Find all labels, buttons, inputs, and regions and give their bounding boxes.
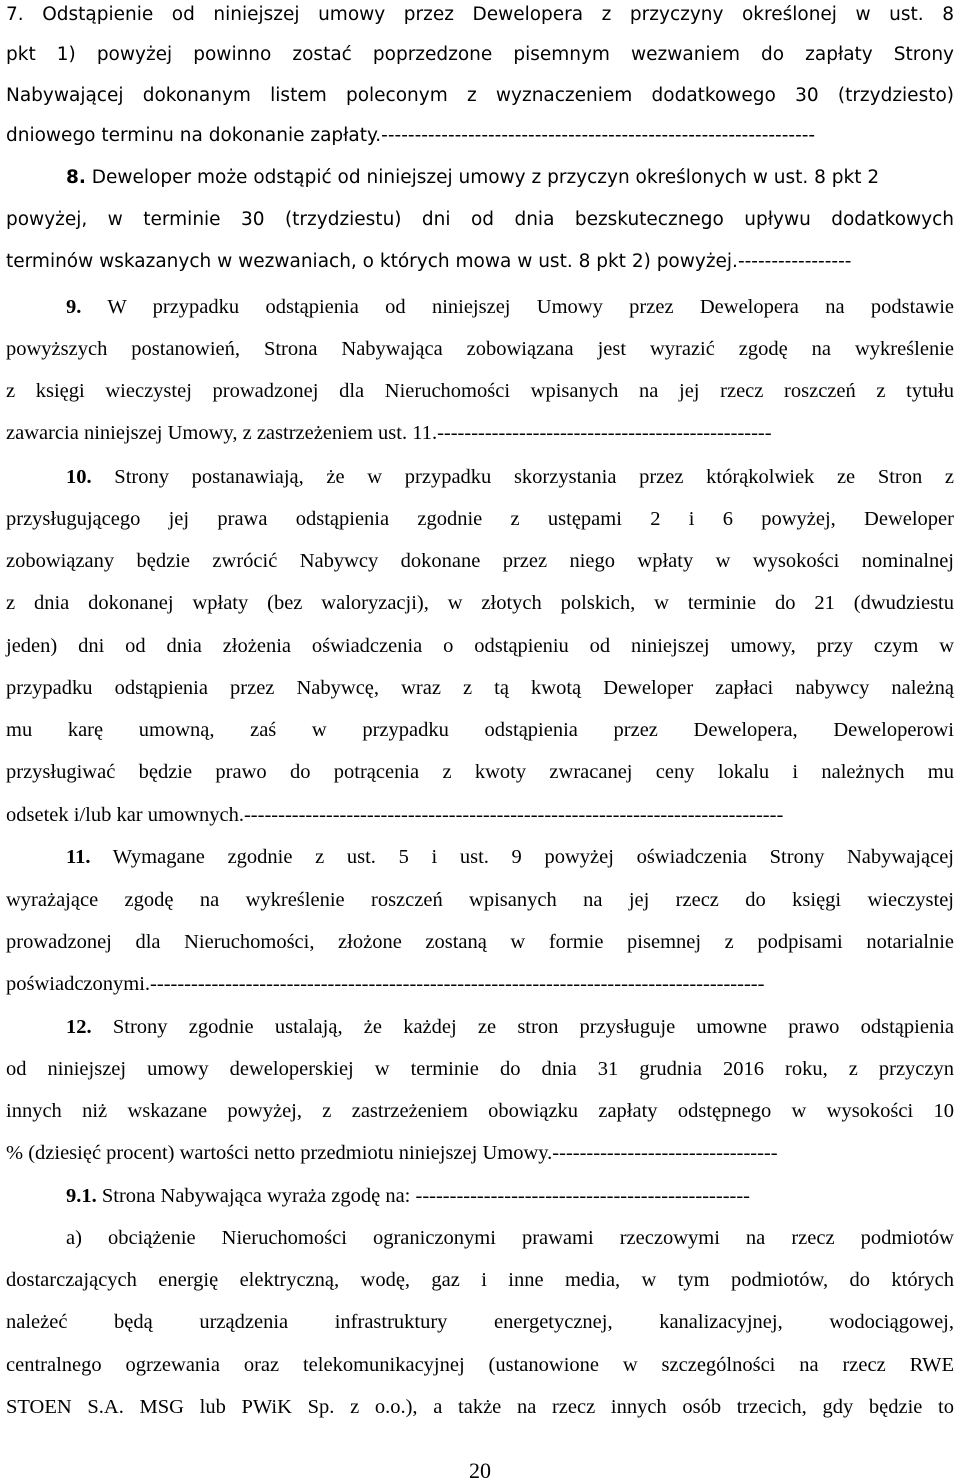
paragraph-10-line-4: z dnia dokonanej wpłaty (bez waloryzacji), w złotych polskich, w terminie do 21 (dwudziestu [6,592,954,614]
paragraph-11-number: 11. [66,846,91,868]
paragraph-9-1-text: Strona Nabywająca wyraża zgodę na: ------------------------------------------------- [101,1185,750,1207]
paragraph-10-line-6: przypadku odstąpienia przez Nabywcę, wraz z tą kwotą Deweloper zapłaci nabywcy należną [6,677,954,699]
paragraph-9-line-4: zawarcia niniejszej Umowy, z zastrzeżeniem ust. 11.------------------------------------------------- [6,422,772,444]
paragraph-7-line-1: 7. Odstąpienie od niniejszej umowy przez Dewelopera z przyczyny określonej w ust. 8 [6,4,954,25]
paragraph-11-line-4: poświadczonymi.------------------------------------------------------------------------------------------ [6,973,765,995]
paragraph-10-line-5: jeden) dni od dnia złożenia oświadczenia o odstąpieniu od niniejszej umowy, przy czym w [6,635,954,657]
paragraph-10-line-2: przysługującego jej prawa odstąpienia zgodnie z ustępami 2 i 6 powyżej, Deweloper [6,508,954,530]
paragraph-8-number: 8. [66,167,86,188]
paragraph-12-number: 12. [66,1016,92,1038]
paragraph-10-line-8: przysługiwać będzie prawo do potrącenia z kwoty zwracanej ceny lokalu i należnych mu [6,761,954,783]
paragraph-12-line-2: od niniejszej umowy deweloperskiej w terminie do dnia 31 grudnia 2016 roku, z przyczyn [6,1058,954,1080]
paragraph-9-line-2: powyższych postanowień, Strona Nabywająca zobowiązana jest wyrazić zgodę na wykreślenie [6,338,954,360]
paragraph-10-line-3: zobowiązany będzie zwrócić Nabywcy dokonane przez niego wpłaty w wysokości nominalnej [6,550,954,572]
paragraph-7-line-3: Nabywającej dokonanym listem poleconym z wyznaczeniem dodatkowego 30 (trzydziesto) [6,85,954,106]
paragraph-12-text: Strony zgodnie ustalają, że każdej ze stron przysługuje umowne prawo odstąpienia [112,1016,954,1038]
paragraph-12-line-3: innych niż wskazane powyżej, z zastrzeżeniem obowiązku zapłaty odstępnego w wysokości 10 [6,1100,954,1122]
paragraph-9-1-line-2: a) obciążenie Nieruchomości ograniczonymi prawami rzeczowymi na rzecz podmiotów [66,1227,954,1249]
paragraph-10-line-1 [66,462,954,492]
paragraph-8-text: Deweloper może odstąpić od niniejszej umowy z przyczyn określonych w ust. 8 pkt 2 [91,167,880,188]
paragraph-8-line-2: powyżej, w terminie 30 (trzydziestu) dni od dnia bezskutecznego upływu dodatkowych [6,209,954,230]
paragraph-8-line-1 [66,163,954,193]
paragraph-12-line-4: % (dziesięć procent) wartości netto przedmiotu niniejszej Umowy.--------------------------------- [6,1142,778,1164]
paragraph-11-text: Wymagane zgodnie z ust. 5 i ust. 9 powyżej oświadczenia Strony Nabywającej [112,846,954,868]
paragraph-9-text: W przypadku odstąpienia od niniejszej Umowy przez Dewelopera na podstawie [107,296,954,318]
paragraph-9-1-line-4: należeć będą urządzenia infrastruktury energetycznej, kanalizacyjnej, wodociągowej, [6,1311,954,1333]
paragraph-11-line-1 [66,842,954,872]
paragraph-10-text: Strony postanawiają, że w przypadku skorzystania przez którąkolwiek ze Stron z [114,466,954,488]
paragraph-10-line-9: odsetek i/lub kar umownych.------------------------------------------------------------------------------- [6,804,784,826]
paragraph-7-line-2: pkt 1) powyżej powinno zostać poprzedzone pisemnym wezwaniem do zapłaty Strony [6,44,954,65]
paragraph-9-1-line-5: centralnego ogrzewania oraz telekomunikacyjnej (ustanowione w szczególności na rzecz RWE [6,1354,954,1376]
page-number: 20 [469,1458,491,1483]
paragraph-12-line-1 [66,1012,954,1042]
paragraph-10-line-7: mu karę umowną, zaś w przypadku odstąpienia przez Dewelopera, Deweloperowi [6,719,954,741]
paragraph-9-1-line-1 [66,1181,954,1211]
paragraph-9-1-line-3: dostarczających energię elektryczną, wodę, gaz i inne media, w tym podmiotów, do których [6,1269,954,1291]
paragraph-9-1-number: 9.1. [66,1185,97,1207]
paragraph-11-line-2: wyrażające zgodę na wykreślenie roszczeń wpisanych na jej rzecz do księgi wieczystej [6,889,954,911]
paragraph-10-number: 10. [66,466,92,488]
paragraph-9-line-3: z księgi wieczystej prowadzonej dla Nieruchomości wpisanych na jej rzecz roszczeń z tytułu [6,380,954,402]
paragraph-9-number: 9. [66,296,82,318]
paragraph-9-line-1 [66,292,954,322]
paragraph-9-1-line-6: STOEN S.A. MSG lub PWiK Sp. z o.o.), a także na rzecz innych osób trzecich, gdy będzie to [6,1396,954,1418]
paragraph-11-line-3: prowadzonej dla Nieruchomości, złożone zostaną w formie pisemnej z podpisami notarialnie [6,931,954,953]
paragraph-7-line-4: dniowego terminu na dokonanie zapłaty.----------------------------------------------------------------- [6,125,816,146]
paragraph-8-line-3: terminów wskazanych w wezwaniach, o których mowa w ust. 8 pkt 2) powyżej.----------------- [6,251,852,272]
